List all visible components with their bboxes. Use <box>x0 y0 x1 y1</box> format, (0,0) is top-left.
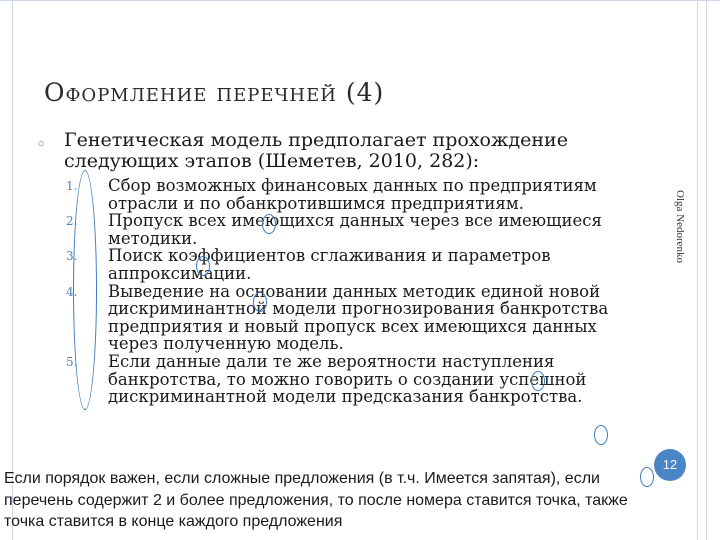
intro-text: Генетическая модель предполагает прохождение следующих этапов (Шеметев, 2010, 282): <box>64 129 568 172</box>
period-highlight-circle <box>594 425 608 445</box>
item-number: 1. <box>66 179 78 193</box>
stages-list <box>66 177 626 406</box>
item-text: Выведение на основании данных методик единой новой дискриминантной модели прогнозирования банкротства предприятия и новый пропуск всех имеющихся данных через полученную модель. <box>108 281 609 354</box>
frame-left-line <box>12 0 13 540</box>
item-number: 5. <box>66 354 78 369</box>
item-text: Сбор возможных финансовых данных по предприятиям отрасли и по обанкротившимся предприятиям. <box>108 176 597 213</box>
item-number: 2. <box>66 214 78 229</box>
bullet-icon: ◦ <box>36 135 47 155</box>
period-highlight-circle <box>262 214 276 234</box>
list-item <box>66 247 626 282</box>
period-highlight-circle <box>196 256 210 276</box>
list-item <box>66 283 626 353</box>
list-item <box>66 177 626 212</box>
numbers-highlight-oval <box>73 170 97 410</box>
item-number: 3. <box>66 249 78 264</box>
period-highlight-circle <box>531 371 545 391</box>
slide-title: Оформление перечней (4) <box>44 78 385 107</box>
frame-top-line <box>0 0 720 1</box>
frame-right-line-inner <box>697 0 698 540</box>
author-vertical-label: Olga Nedorenko <box>674 190 686 264</box>
item-text: Поиск коэффициентов сглаживания и параметров аппроксимации. <box>108 246 551 283</box>
item-text: Если данные дали те же вероятности наступления банкротства, то можно говорить о создании успешной дискриминантной модели предсказания банкротства. <box>108 351 587 407</box>
frame-right-line-outer <box>706 0 707 540</box>
list-item <box>66 212 626 247</box>
footer-note: Если порядок важен, если сложные предложения (в т.ч. Имеется запятая), если перечень содержит 2 и более предложения, то после номера ставится точка, также точка ставится в конце каждого предложения <box>4 470 628 530</box>
period-highlight-circle <box>253 292 267 312</box>
item-number: 4. <box>66 284 78 299</box>
page-number-badge: 12 <box>654 449 686 481</box>
item-text: Пропуск всех имеющихся данных через все имеющиеся методики. <box>108 211 602 248</box>
